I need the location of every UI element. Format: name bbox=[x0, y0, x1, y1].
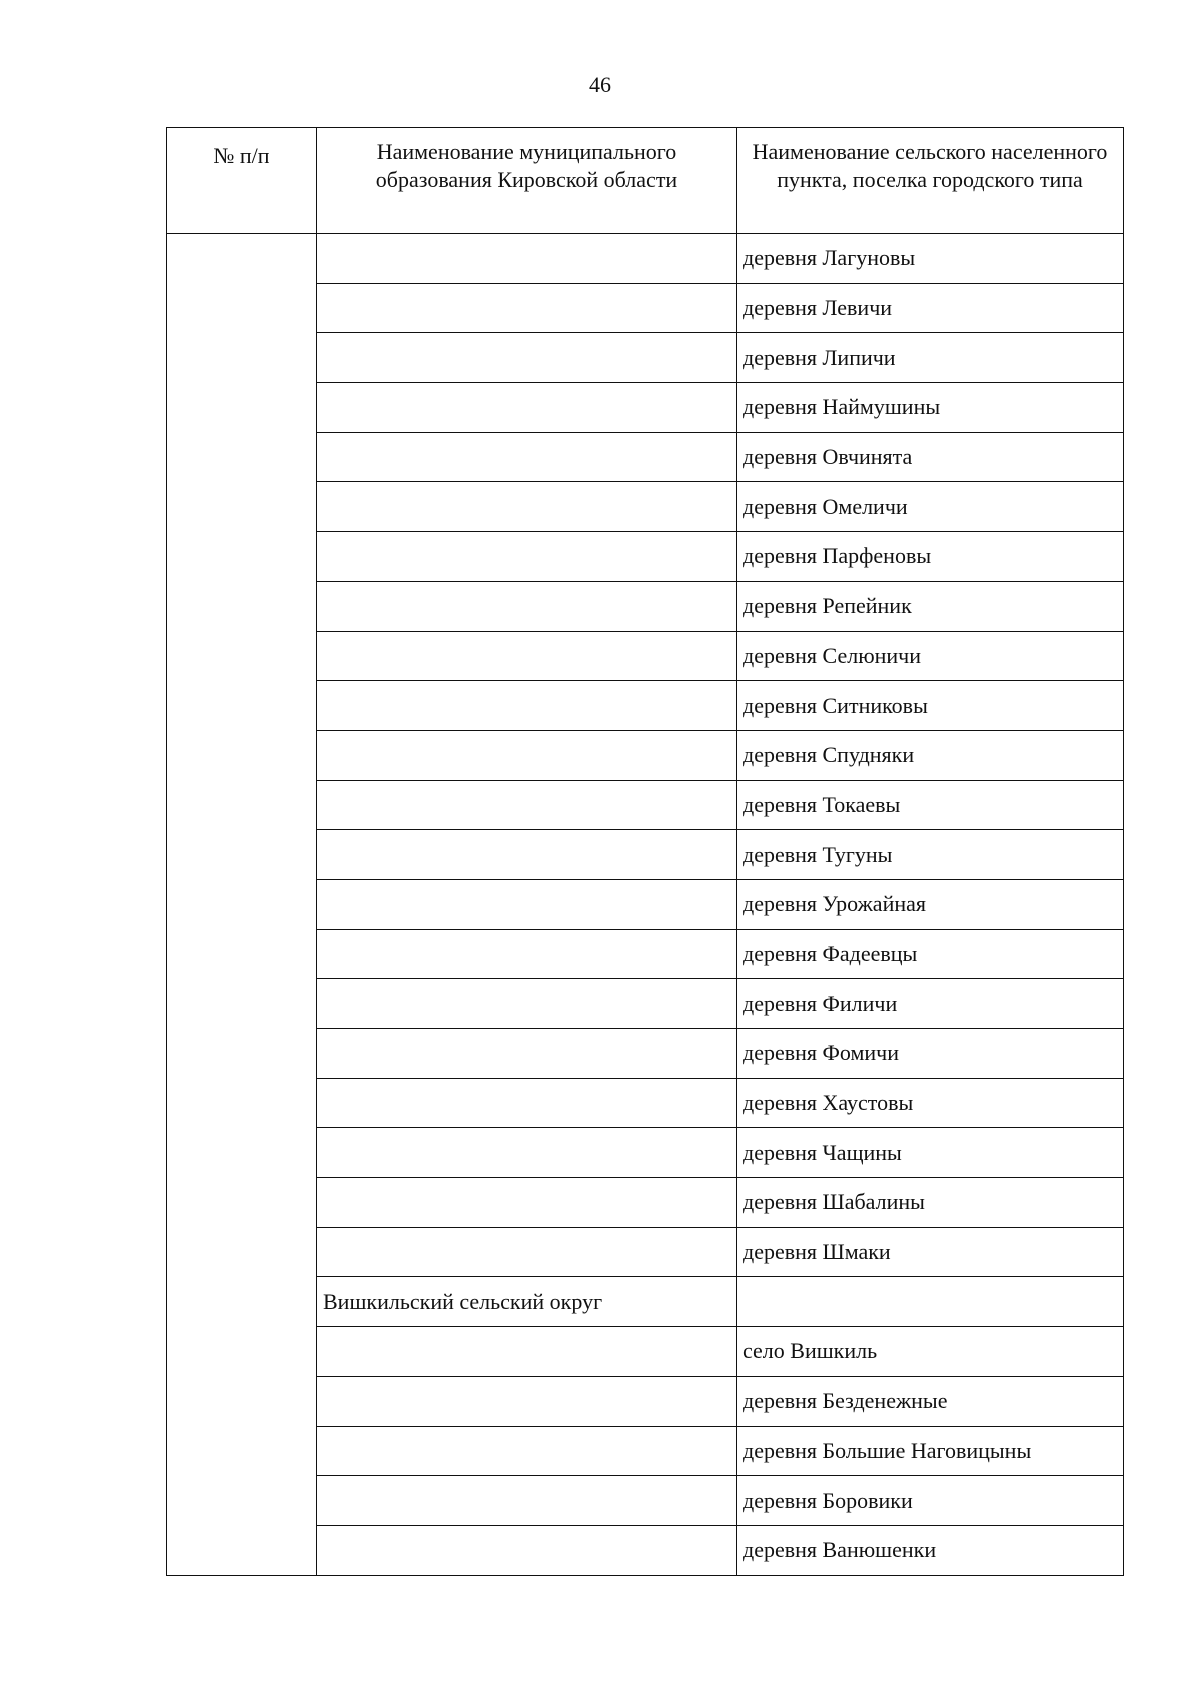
page-number: 46 bbox=[589, 72, 611, 97]
municipality-cell bbox=[317, 1426, 737, 1476]
settlement-cell: деревня Хаустовы bbox=[737, 1078, 1124, 1128]
settlement-cell: деревня Токаевы bbox=[737, 780, 1124, 830]
settlement-cell: деревня Спудняки bbox=[737, 730, 1124, 780]
settlement-cell: деревня Лагуновы bbox=[737, 234, 1124, 284]
settlement-cell: деревня Левичи bbox=[737, 283, 1124, 333]
number-cell bbox=[167, 234, 317, 1576]
municipality-cell bbox=[317, 1327, 737, 1377]
header-settlement: Наименование сельского населенного пункта, поселка городского типа bbox=[737, 128, 1124, 234]
settlement-cell: деревня Ситниковы bbox=[737, 681, 1124, 731]
municipality-cell: Вишкильский сельский округ bbox=[317, 1277, 737, 1327]
settlement-cell: деревня Омеличи bbox=[737, 482, 1124, 532]
municipality-cell bbox=[317, 532, 737, 582]
settlement-cell: деревня Большие Наговицыны bbox=[737, 1426, 1124, 1476]
municipality-cell bbox=[317, 730, 737, 780]
municipality-cell bbox=[317, 432, 737, 482]
municipality-cell bbox=[317, 1029, 737, 1079]
settlement-cell: деревня Боровики bbox=[737, 1476, 1124, 1526]
settlement-cell: деревня Урожайная bbox=[737, 879, 1124, 929]
municipality-cell bbox=[317, 333, 737, 383]
settlement-cell: деревня Липичи bbox=[737, 333, 1124, 383]
municipality-cell bbox=[317, 234, 737, 284]
municipality-cell bbox=[317, 830, 737, 880]
settlement-cell: деревня Фадеевцы bbox=[737, 929, 1124, 979]
municipality-cell bbox=[317, 1525, 737, 1575]
municipality-cell bbox=[317, 631, 737, 681]
settlement-cell: деревня Филичи bbox=[737, 979, 1124, 1029]
settlement-cell: деревня Овчинята bbox=[737, 432, 1124, 482]
settlement-cell: деревня Шабалины bbox=[737, 1178, 1124, 1228]
municipality-cell bbox=[317, 1178, 737, 1228]
municipality-cell bbox=[317, 1476, 737, 1526]
header-municipality: Наименование муниципального образования Кировской области bbox=[317, 128, 737, 234]
settlement-cell: деревня Наймушины bbox=[737, 383, 1124, 433]
municipality-cell bbox=[317, 979, 737, 1029]
municipality-cell bbox=[317, 1078, 737, 1128]
settlement-cell: деревня Селюничи bbox=[737, 631, 1124, 681]
municipality-cell bbox=[317, 681, 737, 731]
settlement-cell: деревня Репейник bbox=[737, 581, 1124, 631]
municipality-cell bbox=[317, 383, 737, 433]
municipality-cell bbox=[317, 1227, 737, 1277]
header-row bbox=[167, 128, 1124, 234]
municipality-cell bbox=[317, 581, 737, 631]
municipality-cell bbox=[317, 1128, 737, 1178]
settlement-cell: деревня Ванюшенки bbox=[737, 1525, 1124, 1575]
table-row bbox=[167, 234, 1124, 284]
settlement-cell: село Вишкиль bbox=[737, 1327, 1124, 1377]
settlement-cell: деревня Тугуны bbox=[737, 830, 1124, 880]
settlement-cell: деревня Парфеновы bbox=[737, 532, 1124, 582]
municipality-cell bbox=[317, 929, 737, 979]
municipality-cell bbox=[317, 482, 737, 532]
municipality-cell bbox=[317, 780, 737, 830]
table-body bbox=[167, 234, 1124, 1576]
settlement-cell: деревня Шмаки bbox=[737, 1227, 1124, 1277]
settlement-cell bbox=[737, 1277, 1124, 1327]
municipality-cell bbox=[317, 1376, 737, 1426]
municipality-cell bbox=[317, 283, 737, 333]
table-header bbox=[167, 128, 1124, 234]
settlements-table bbox=[166, 127, 1124, 1576]
header-number: № п/п bbox=[167, 128, 317, 234]
settlement-cell: деревня Фомичи bbox=[737, 1029, 1124, 1079]
settlement-cell: деревня Безденежные bbox=[737, 1376, 1124, 1426]
municipality-cell bbox=[317, 879, 737, 929]
settlement-cell: деревня Чащины bbox=[737, 1128, 1124, 1178]
